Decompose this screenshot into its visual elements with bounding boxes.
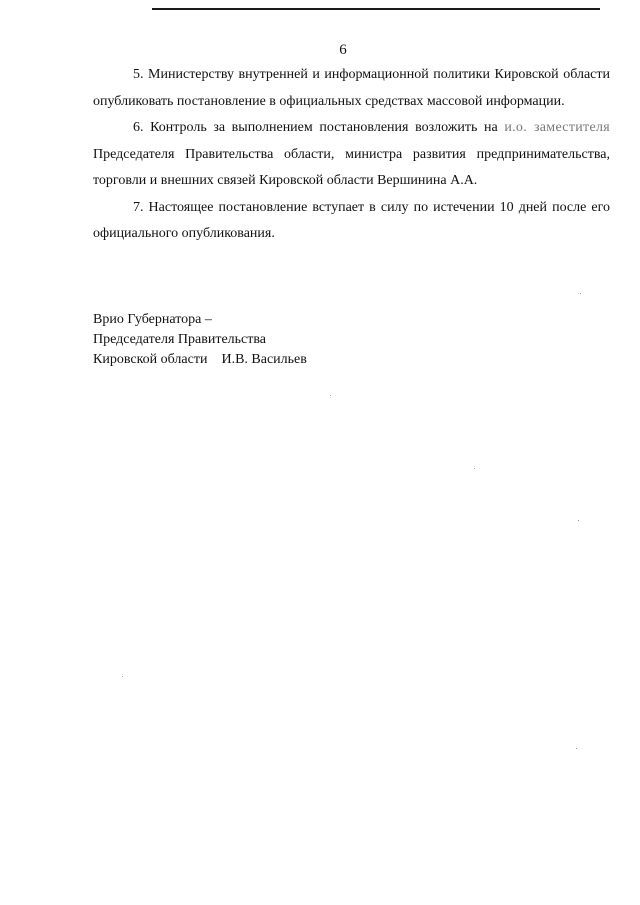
scan-speck (122, 676, 123, 677)
signature-title-line-2: Председателя Правительства (93, 332, 267, 347)
paragraph-6-end: Председателя Правительства области, министра развития предпринимательства, торговли и внешних связей Кировской области Вершинина А.А. (93, 146, 610, 188)
paragraph-6 (93, 115, 610, 195)
signatory-name: И.В. Васильев (221, 352, 307, 367)
top-border-line (152, 8, 600, 10)
document-body (93, 62, 610, 248)
signature-title-line-3-text: Кировской области (93, 352, 208, 367)
paragraph-7: 7. Настоящее постановление вступает в силу по истечении 10 дней после его официального опубликования. (93, 199, 610, 241)
scan-speck (330, 395, 331, 396)
scan-speck (576, 748, 577, 749)
paragraph-6-start: 6. Контроль за выполнением постановления возложить на (133, 120, 505, 135)
signature-title-line-3 (93, 350, 307, 370)
signature-title-line-1: Врио Губернатора – (93, 312, 212, 327)
signature-block (93, 310, 307, 370)
paragraph-5: 5. Министерству внутренней и информационной политики Кировской области опубликовать постановление в официальных средствах массовой информации. (93, 67, 610, 109)
paragraph-6-faded-text: и.о. заместителя (504, 120, 610, 135)
page-number: 6 (339, 42, 347, 58)
scan-speck (580, 293, 581, 294)
scan-speck (578, 520, 579, 521)
scan-speck (474, 468, 475, 469)
